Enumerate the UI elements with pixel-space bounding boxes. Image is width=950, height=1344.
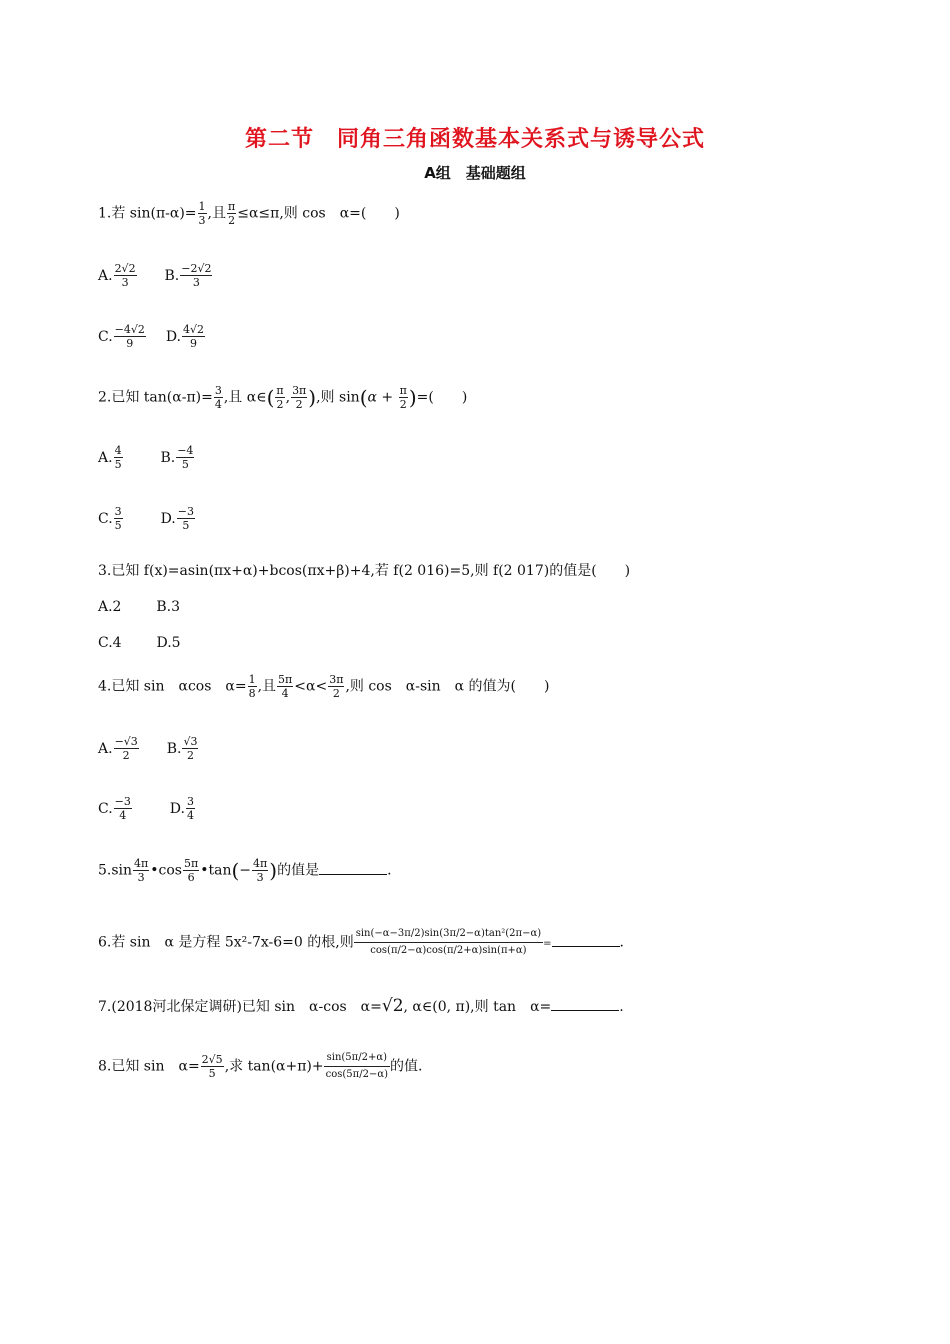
question-8-stem: 8.已知 sin α= $\frac{2√5}{5}$ ,求 tan(α+π)+ $\frac{\sin(5\pi/2+\alpha)}{\cos(5\pi/2-\alpha)}$ 的值.	[98, 1050, 422, 1083]
answer-blank[interactable]	[551, 996, 619, 1011]
question-4-options-cd	[98, 795, 196, 822]
option-b[interactable]: B. $\frac{√3}{2}$	[166, 735, 198, 762]
option-c[interactable]: C. $\frac{3}{5}$	[98, 505, 122, 532]
question-4-options-ab	[98, 735, 199, 762]
fraction: $\frac{\sin(5\pi/2+\alpha)}{\cos(5\pi/2-\alpha)}$	[325, 1052, 388, 1080]
question-2-options-cd	[98, 505, 196, 532]
question-1-options-cd	[98, 323, 206, 350]
sqrt-2: √2	[381, 996, 404, 1016]
question-2-stem: 2.已知 tan(α-π)= $\frac{3}{4}$ ,且 α∈( $\frac{\pi}{2}$ , $\frac{3\pi}{2}$ ),则 sin(α + $\frac{\pi}{2}$ )=( )	[98, 384, 468, 411]
option-b[interactable]: B. $\frac{-4}{5}$	[160, 444, 194, 471]
option-a[interactable]: A. $\frac{2√2}{3}$	[98, 262, 136, 289]
option-a[interactable]: A. $\frac{4}{5}$	[98, 444, 122, 471]
option-b[interactable]: B. $\frac{-2√2}{3}$	[164, 262, 212, 289]
option-a[interactable]: A.2	[98, 599, 122, 615]
fraction: $\frac{\pi}{2}$	[227, 200, 236, 227]
option-d[interactable]: D. $\frac{-3}{5}$	[160, 505, 194, 532]
question-3-stem: 3.已知 f(x)=asin(πx+α)+bcos(πx+β)+4,若 f(2 016)=5,则 f(2 017)的值是( )	[98, 563, 631, 579]
question-3-options-ab	[98, 597, 180, 617]
answer-blank[interactable]	[552, 932, 620, 947]
group-heading: A组 基础题组	[424, 164, 526, 182]
fraction: $\frac{\text{sin(−α−3π/2)sin(3π/2−α)tan²(2π−α)}}{\cos(\pi/2-\alpha)\cos(\pi/2+\alpha)\sin(\pi+\alpha)}$	[355, 928, 542, 956]
question-7-stem: 7.(2018河北保定调研)已知 sin α-cos α=√2, α∈(0, π),则 tan α= .	[98, 996, 624, 1016]
option-b[interactable]: B.3	[156, 599, 181, 615]
question-2-options-ab	[98, 444, 195, 471]
option-c[interactable]: C. $\frac{-3}{4}$	[98, 795, 131, 822]
option-d[interactable]: D.5	[156, 635, 181, 651]
option-d[interactable]: D. $\frac{3}{4}$	[169, 795, 194, 822]
option-c[interactable]: C. $\frac{-4√2}{9}$	[98, 323, 145, 350]
fraction: $\frac{1}{3}$	[198, 200, 206, 227]
page-title: 第二节 同角三角函数基本关系式与诱导公式	[244, 126, 705, 152]
question-3-options-cd	[98, 633, 181, 653]
question-1-stem: 1.若 sin(π-α)= $\frac{1}{3}$ ,且 $\frac{\pi}{2}$ ≤α≤π,则 cos α=( )	[98, 200, 400, 227]
option-c[interactable]: C.4	[98, 635, 122, 651]
question-6-stem: 6.若 sin α 是方程 5x²-7x-6=0 的根,则 $\frac{\text{sin(−α−3π/2)sin(3π/2−α)tan²(2π−α)}}{\cos(\pi/2-\alpha)\cos(\pi/2+\alpha)\sin(\pi+\alpha)}$ = .	[98, 926, 624, 959]
option-a[interactable]: A. $\frac{-√3}{2}$	[98, 735, 138, 762]
answer-blank[interactable]	[319, 860, 387, 875]
question-1-options-ab	[98, 262, 213, 289]
question-5-stem: 5.sin $\frac{4\pi}{3}$ •cos $\frac{5\pi}{6}$ •tan(− $\frac{4\pi}{3}$ )的值是 .	[98, 857, 392, 884]
question-4-stem: 4.已知 sin αcos α= $\frac{1}{8}$ ,且 $\frac{5\pi}{4}$ <α< $\frac{3\pi}{2}$ ,则 cos α-sin α 的值为( )	[98, 673, 550, 700]
option-d[interactable]: D. $\frac{4√2}{9}$	[165, 323, 205, 350]
